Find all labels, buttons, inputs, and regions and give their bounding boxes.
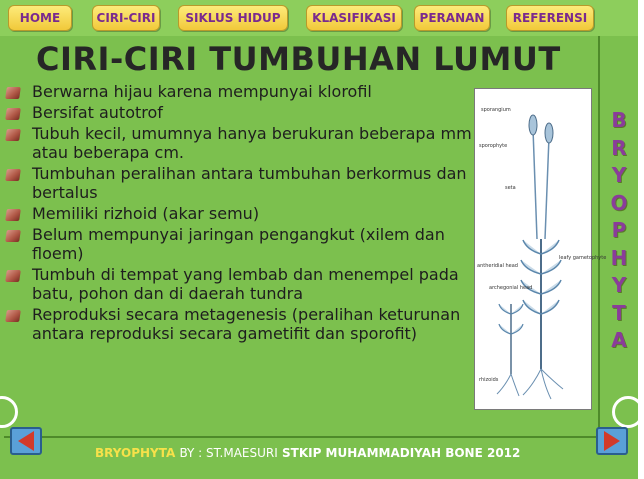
label-seta: seta — [505, 185, 516, 191]
label-sporangium: sporangium — [481, 107, 511, 113]
bullet-text: Belum mempunyai jaringan pengangkut (xilem dan floem) — [32, 225, 445, 263]
side-brand-letter: R — [611, 135, 627, 160]
side-brand — [604, 110, 634, 350]
bullet-icon — [5, 108, 21, 120]
nav-siklus-hidup-button[interactable]: SIKLUS HIDUP — [178, 5, 288, 31]
page-curl-decoration — [612, 396, 644, 428]
side-brand-letter: Y — [611, 163, 627, 187]
side-brand-letter: T — [612, 300, 626, 325]
label-archegonial-head: archegonial head — [489, 285, 533, 291]
bullet-icon — [5, 129, 21, 141]
list-item — [6, 305, 474, 343]
label-leafy-gametophyte: leafy gametophyte — [559, 255, 607, 261]
bullet-text: Bersifat autotrof — [32, 103, 163, 122]
side-brand-letter: B — [611, 108, 627, 132]
list-item — [6, 124, 474, 162]
bullet-icon — [5, 230, 21, 242]
label-rhizoids: rhizoids — [479, 377, 499, 383]
top-nav — [0, 0, 638, 36]
nav-home-button[interactable]: HOME — [8, 5, 72, 31]
slide-title: CIRI-CIRI TUMBUHAN LUMUT — [36, 40, 561, 78]
nav-peranan-button[interactable]: PERANAN — [414, 5, 490, 31]
list-item — [6, 103, 474, 122]
list-item — [6, 164, 474, 202]
bullet-text: Tubuh kecil, umumnya hanya berukuran beberapa mm atau beberapa cm. — [32, 124, 472, 162]
bullet-text: Berwarna hijau karena mempunyai klorofil — [32, 82, 372, 101]
list-item — [6, 225, 474, 263]
bullet-icon — [5, 87, 21, 99]
footer-institution: STKIP MUHAMMADIYAH BONE — [281, 446, 483, 460]
bullet-text: Reproduksi secara metagenesis (peralihan keturunan antara reproduksi secara gametifit dan sporofit) — [32, 305, 461, 343]
bullet-icon — [5, 310, 21, 322]
moss-illustration — [475, 89, 607, 411]
footer-credit — [95, 446, 520, 460]
list-item — [6, 204, 474, 223]
side-brand-letter: Y — [611, 273, 627, 297]
bullet-list — [6, 82, 474, 345]
side-brand-letter: P — [611, 218, 627, 242]
arrow-left-icon — [18, 431, 34, 451]
list-item — [6, 82, 474, 101]
side-brand-letter: H — [610, 245, 628, 270]
label-antheridial-head: antheridial head — [477, 263, 518, 269]
arrow-right-icon — [604, 431, 620, 451]
side-brand-letter: A — [611, 328, 627, 352]
label-sporophyte: sporophyte — [479, 143, 508, 149]
nav-klasifikasi-button[interactable]: KLASIFIKASI — [306, 5, 402, 31]
bullet-text: Tumbuh di tempat yang lembab dan menempel pada batu, pohon dan di daerah tundra — [32, 265, 459, 303]
footer-year: 2012 — [486, 446, 521, 460]
footer-author: BY : ST.MAESURI — [179, 446, 278, 460]
bullet-text: Memiliki rizhoid (akar semu) — [32, 204, 260, 223]
bullet-icon — [5, 169, 21, 181]
bullet-icon — [5, 209, 21, 221]
side-brand-letter: O — [610, 190, 628, 215]
bullet-text: Tumbuhan peralihan antara tumbuhan berkormus dan bertalus — [32, 164, 467, 202]
nav-ciri-ciri-button[interactable]: CIRI-CIRI — [92, 5, 160, 31]
next-slide-button[interactable] — [596, 427, 628, 455]
moss-diagram-image — [474, 88, 607, 410]
list-item — [6, 265, 474, 303]
footer-brand: BRYOPHYTA — [95, 446, 176, 460]
prev-slide-button[interactable] — [10, 427, 42, 455]
bullet-icon — [5, 270, 21, 282]
nav-referensi-button[interactable]: REFERENSI — [506, 5, 594, 31]
